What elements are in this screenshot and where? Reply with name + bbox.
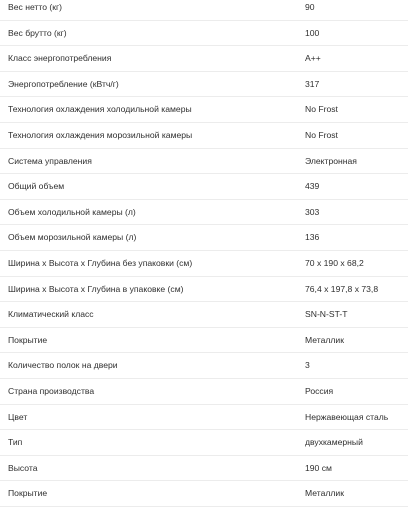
spec-value: Россия: [305, 385, 334, 396]
spec-label: Вес нетто (кг): [8, 2, 62, 12]
spec-row-net-weight: [0, 0, 408, 21]
spec-value: Металлик: [305, 488, 344, 499]
spec-value: 136: [305, 232, 320, 243]
spec-label: Общий объем: [8, 181, 65, 192]
spec-row-country: [0, 379, 408, 405]
spec-label: Объем холодильной камеры (л): [8, 206, 136, 217]
spec-row-fridge-cooling: [0, 97, 408, 123]
spec-value: Нержавеющая сталь: [305, 411, 389, 422]
spec-value: A++: [305, 53, 321, 64]
spec-value: 317: [305, 78, 320, 89]
spec-value: 90: [305, 2, 315, 12]
spec-row-fridge-volume: [0, 200, 408, 226]
spec-label: Ширина х Высота х Глубина без упаковки (см): [8, 257, 193, 268]
spec-value: 190 см: [305, 462, 332, 473]
spec-label: Технология охлаждения холодильной камеры: [8, 104, 192, 115]
spec-label: Цвет: [8, 411, 28, 422]
spec-value: 70 х 190 х 68,2: [305, 257, 364, 268]
spec-label: Объем морозильной камеры (л): [8, 232, 137, 243]
spec-label: Система управления: [8, 155, 92, 166]
spec-value: Металлик: [305, 334, 344, 345]
spec-row-control-system: [0, 149, 408, 175]
spec-value: Электронная: [305, 155, 357, 166]
spec-row-color: [0, 405, 408, 431]
spec-value: двухкамерный: [305, 437, 363, 448]
spec-label: Покрытие: [8, 334, 48, 345]
spec-row-coating: [0, 328, 408, 354]
spec-label: Страна производства: [8, 385, 95, 396]
spec-row-height: [0, 456, 408, 482]
spec-label: Климатический класс: [8, 309, 94, 320]
spec-value: 3: [305, 360, 310, 371]
spec-value: No Frost: [305, 129, 338, 140]
spec-row-energy-class: [0, 46, 408, 72]
spec-row-coating-2: [0, 481, 408, 507]
spec-row-gross-weight: [0, 21, 408, 47]
spec-row-freezer-cooling: [0, 123, 408, 149]
spec-label: Энергопотребление (кВтч/г): [8, 78, 119, 89]
spec-row-dimensions-unpacked: [0, 251, 408, 277]
spec-row-climate-class: [0, 302, 408, 328]
spec-value: 439: [305, 181, 320, 192]
spec-label: Покрытие: [8, 488, 48, 499]
spec-row-total-volume: [0, 174, 408, 200]
spec-label: Высота: [8, 462, 38, 473]
spec-value: 303: [305, 206, 320, 217]
spec-value: SN-N-ST-T: [305, 309, 348, 320]
spec-label: Тип: [8, 437, 23, 448]
spec-value: 76,4 х 197,8 х 73,8: [305, 283, 379, 294]
spec-row-freezer-volume: [0, 225, 408, 251]
spec-value: 100: [305, 27, 320, 38]
spec-row-dimensions-packed: [0, 277, 408, 303]
spec-label: Количество полок на двери: [8, 360, 118, 371]
spec-label: Технология охлаждения морозильной камеры: [8, 129, 193, 140]
spec-row-energy-consumption: [0, 72, 408, 98]
spec-value: No Frost: [305, 104, 338, 115]
spec-label: Вес брутто (кг): [8, 27, 67, 38]
spec-label: Ширина х Высота х Глубина в упаковке (см): [8, 283, 184, 294]
spec-label: Класс энергопотребления: [8, 53, 112, 64]
spec-row-type: [0, 430, 408, 456]
spec-row-door-shelves: [0, 353, 408, 379]
